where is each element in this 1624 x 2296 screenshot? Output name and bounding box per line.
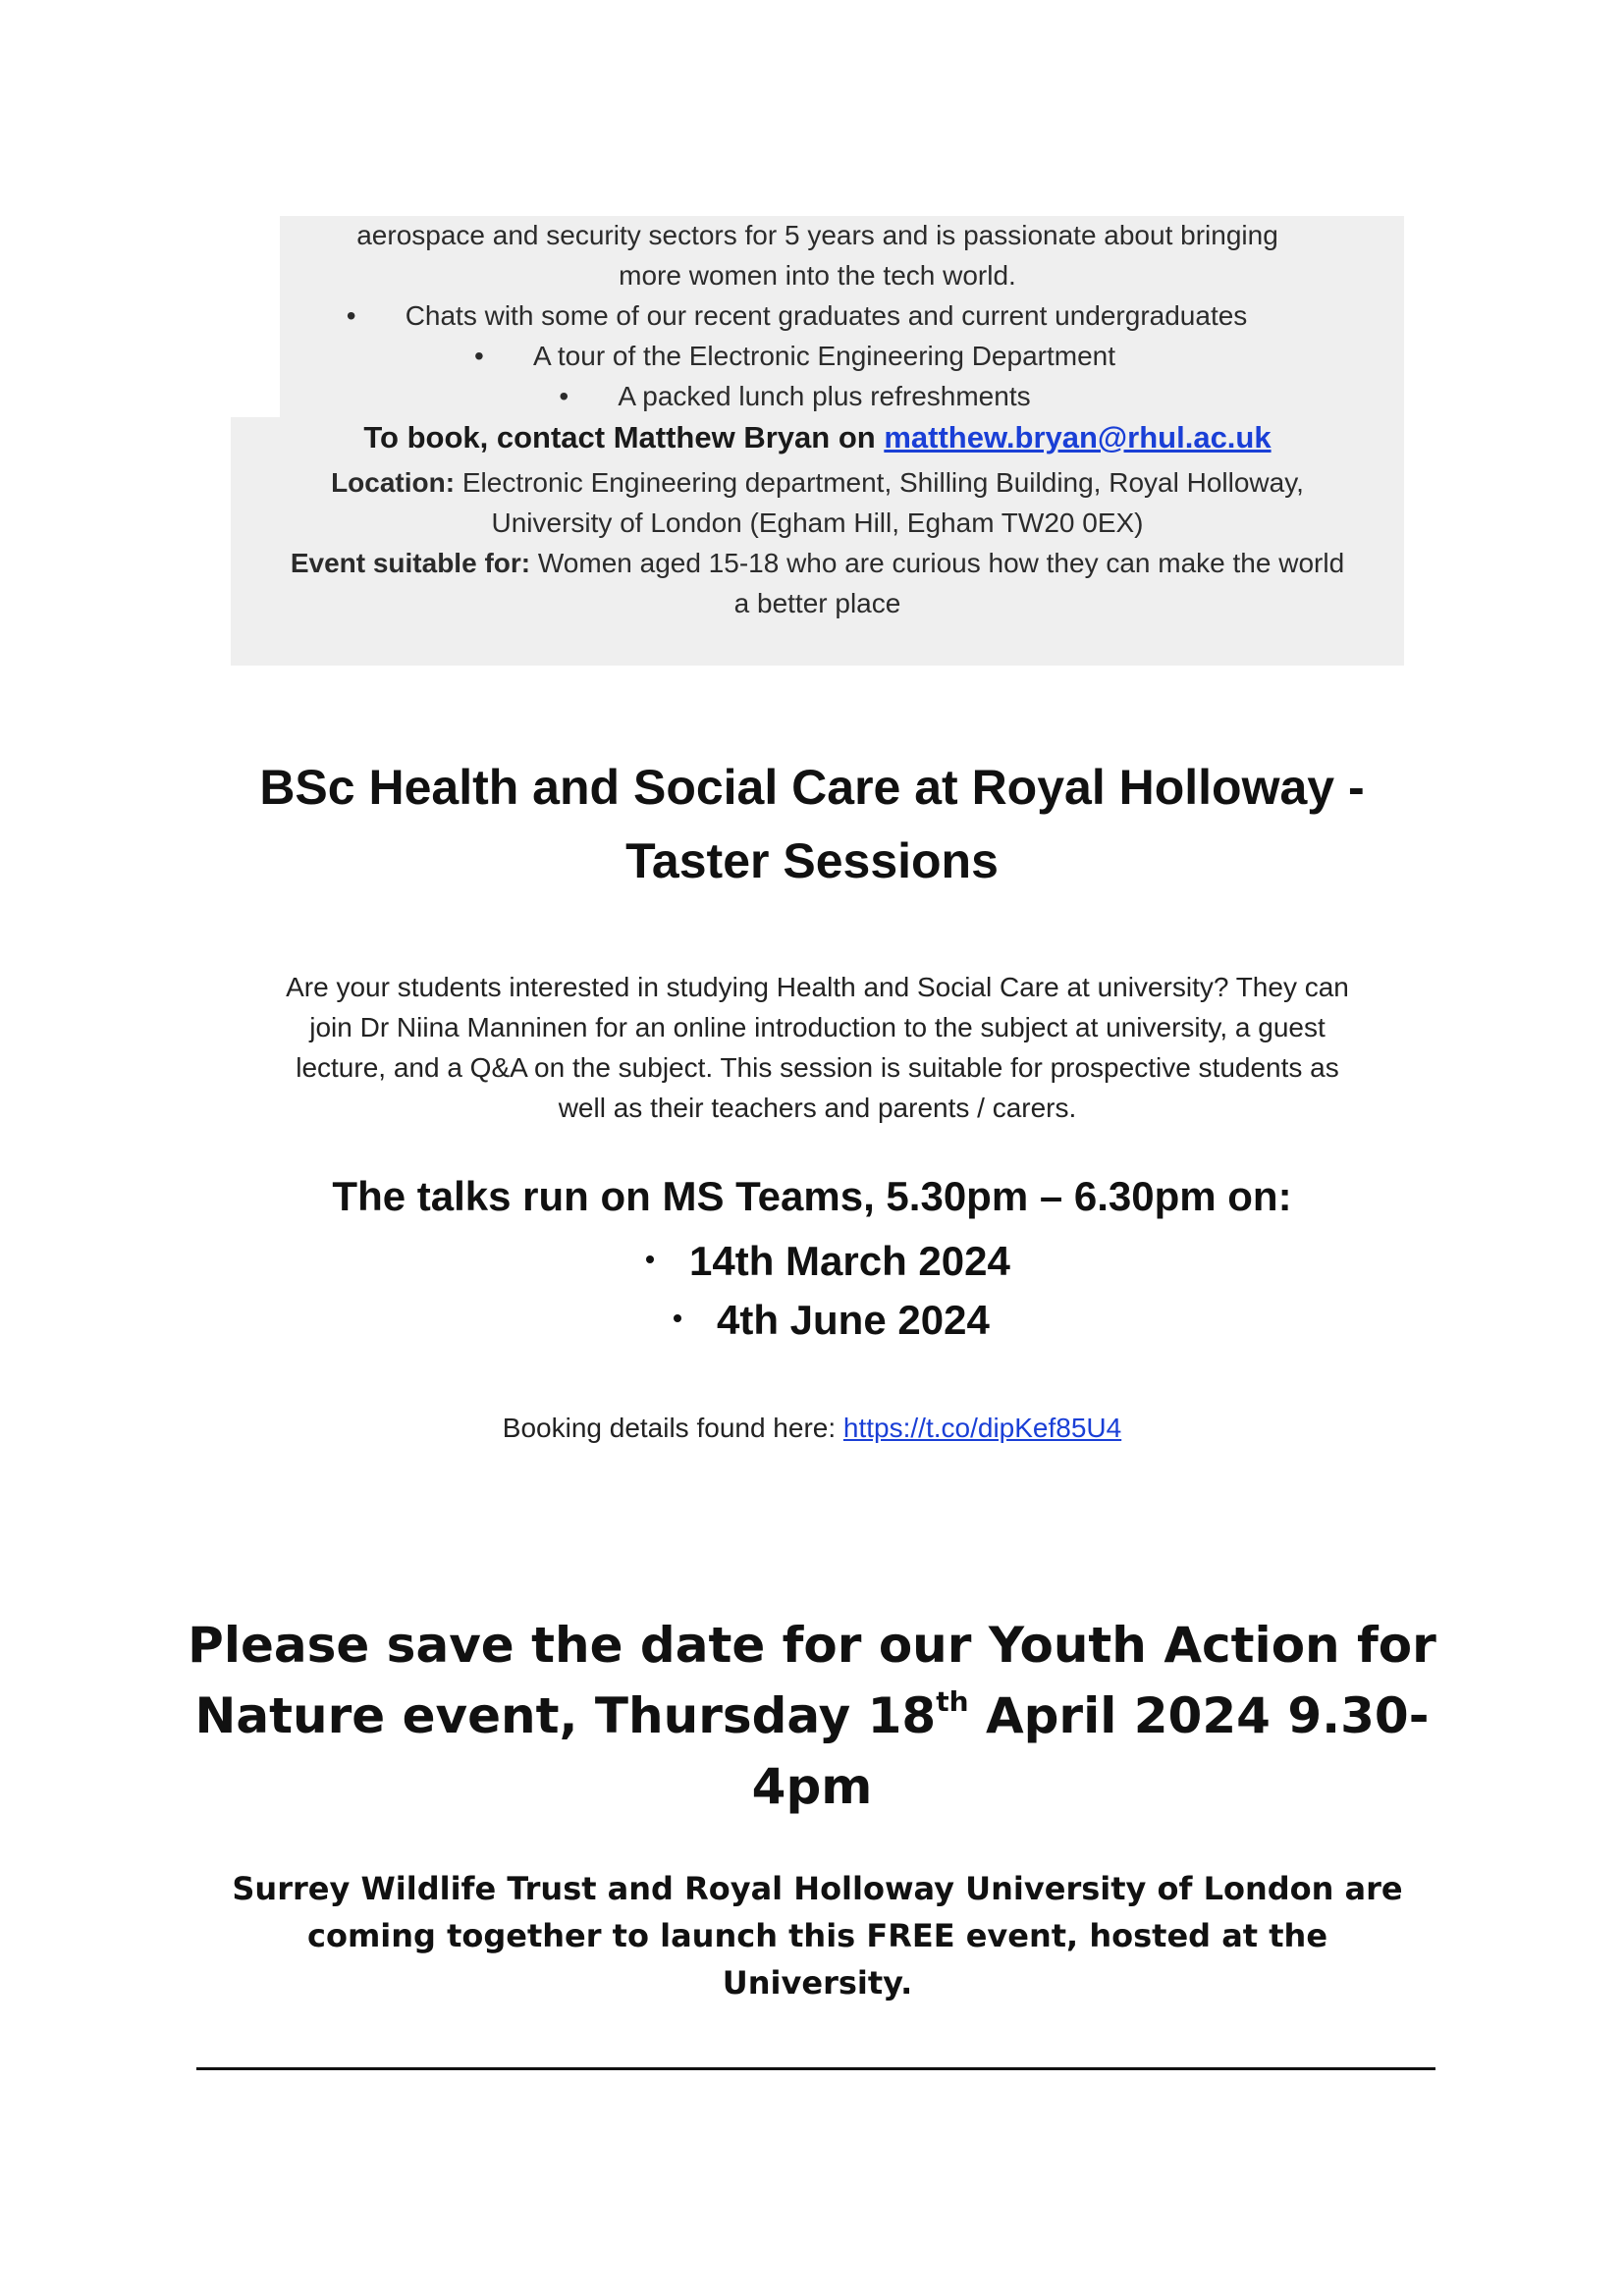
email-link[interactable]: matthew.bryan@rhul.ac.uk [884, 420, 1272, 454]
paragraph-line: Are your students interested in studying Health and Social Care at university? They can [286, 972, 1349, 1002]
paragraph-line: University. [722, 1964, 913, 2002]
booking-contact-text: To book, contact Matthew Bryan on [363, 420, 885, 454]
nature-section-paragraph [231, 1865, 1404, 2006]
paragraph-line: Surrey Wildlife Trust and Royal Holloway University of London are [232, 1870, 1403, 1907]
nature-section-title [0, 1610, 1624, 1822]
speaker-text-line: more women into the tech world. [619, 260, 1016, 291]
ordinal-suffix: th [936, 1685, 969, 1718]
paragraph-line: join Dr Niina Manninen for an online introduction to the subject at university, a guest [309, 1012, 1326, 1042]
date-text: 14th March 2024 [689, 1238, 1010, 1284]
date-text: 4th June 2024 [717, 1297, 990, 1343]
date-item [640, 1232, 1010, 1291]
suitable-text: Women aged 15-18 who are curious how they can make the world [530, 548, 1345, 578]
list-item [208, 377, 1381, 416]
list-item [208, 337, 1381, 376]
title-line [0, 1681, 1624, 1751]
speaker-text-line: aerospace and security sectors for 5 years and is passionate about bringing [356, 220, 1278, 250]
health-section-title [0, 751, 1624, 898]
location-line [231, 463, 1404, 503]
suitable-line [231, 544, 1404, 583]
title-line: BSc Health and Social Care at Royal Holloway - [259, 760, 1365, 815]
suitable-line: a better place [733, 588, 901, 618]
booking-details-label: Booking details found here: [502, 1413, 843, 1443]
title-text: Nature event, Thursday 18 [194, 1687, 937, 1744]
bullet-icon: • [559, 381, 569, 411]
list-item-text: Chats with some of our recent graduates and current undergraduates [405, 300, 1248, 331]
booking-details [0, 1409, 1624, 1448]
title-line: 4pm [751, 1758, 873, 1815]
location-label: Location: [331, 467, 456, 498]
paragraph-line: lecture, and a Q&A on the subject. This session is suitable for prospective students as [296, 1052, 1339, 1083]
list-item [210, 296, 1383, 336]
booking-link[interactable]: https://t.co/dipKef85U4 [842, 1413, 1122, 1443]
location-line: University of London (Egham Hill, Egham TW20 0EX) [491, 507, 1144, 538]
bullet-icon: • [346, 300, 356, 331]
suitable-label: Event suitable for: [290, 548, 531, 578]
horizontal-divider [196, 2067, 1435, 2070]
paragraph-line: coming together to launch this FREE event, hosted at the [306, 1917, 1328, 1954]
bullet-icon: • [473, 341, 484, 371]
bullet-icon [640, 1252, 664, 1275]
title-text: April 2024 9.30- [968, 1687, 1430, 1744]
list-item-text: A tour of the Electronic Engineering Department [532, 341, 1115, 371]
bullet-icon [668, 1310, 691, 1334]
title-line: Taster Sessions [625, 833, 999, 888]
title-line: Please save the date for our Youth Action for [188, 1617, 1436, 1674]
date-item [668, 1291, 990, 1350]
health-section-paragraph [231, 967, 1404, 1128]
talks-title: The talks run on MS Teams, 5.30pm – 6.30pm on: [332, 1173, 1292, 1219]
location-text: Electronic Engineering department, Shilling Building, Royal Holloway, [455, 467, 1304, 498]
booking-contact [231, 418, 1404, 457]
list-item-text: A packed lunch plus refreshments [618, 381, 1031, 411]
paragraph-line: well as their teachers and parents / carers. [558, 1093, 1077, 1123]
